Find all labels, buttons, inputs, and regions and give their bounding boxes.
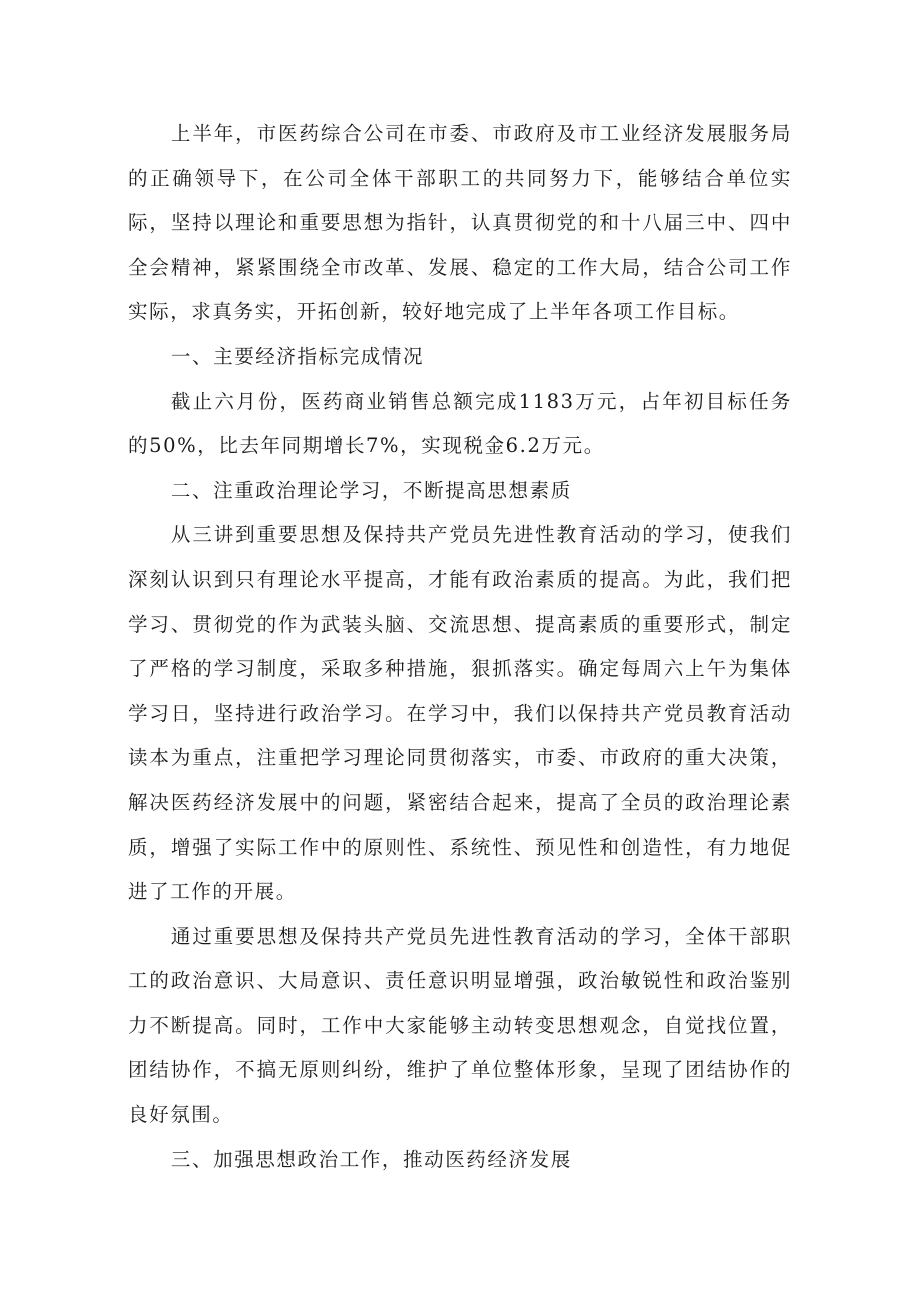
study-paragraph: 从三讲到重要思想及保持共产党员先进性教育活动的学习，使我们深刻认识到只有理论水平提高，才能有政治素质的提高。为此，我们把学习、贯彻党的作为武装头脑、交流思想、提高素质的重要形式，制定了严格的学习制度，采取多种措施，狠抓落实。确定每周六上午为集体学习日，坚持进行政治学习。在学习中，我们以保持共产党员教育活动读本为重点，注重把学习理论同贯彻落实，市委、市政府的重大决策，解决医药经济发展中的问题，紧密结合起来，提高了全员的政治理论素质，增强了实际工作中的原则性、系统性、预见性和创造性，有力地促进了工作的开展。 [128, 523, 792, 904]
intro-paragraph: 上半年，市医药综合公司在市委、市政府及市工业经济发展服务局的正确领导下，在公司全体干部职工的共同努力下，能够结合单位实际，坚持以理论和重要思想为指针，认真贯彻党的和十八届三中、四中全会精神，紧紧围绕全市改革、发展、稳定的工作大局，结合公司工作实际，求真务实，开拓创新，较好地完成了上半年各项工作目标。 [128, 122, 792, 324]
section-heading-2: 二、注重政治理论学习，不断提高思想素质 [170, 478, 572, 502]
economic-indicators-paragraph: 截止六月份，医药商业销售总额完成1183万元，占年初目标任务的50%，比去年同期增长7%，实现税金6.2万元。 [128, 389, 792, 458]
awareness-paragraph: 通过重要思想及保持共产党员先进性教育活动的学习，全体干部职工的政治意识、大局意识、责任意识明显增强，政治敏锐性和政治鉴别力不断提高。同时，工作中大家能够主动转变思想观念，自觉找位置，团结协作，不搞无原则纠纷，维护了单位整体形象，呈现了团结协作的良好氛围。 [128, 924, 792, 1127]
document-body [128, 112, 792, 1182]
section-heading-1: 一、主要经济指标完成情况 [170, 344, 425, 368]
section-heading-3: 三、加强思想政治工作，推动医药经济发展 [170, 1147, 572, 1171]
